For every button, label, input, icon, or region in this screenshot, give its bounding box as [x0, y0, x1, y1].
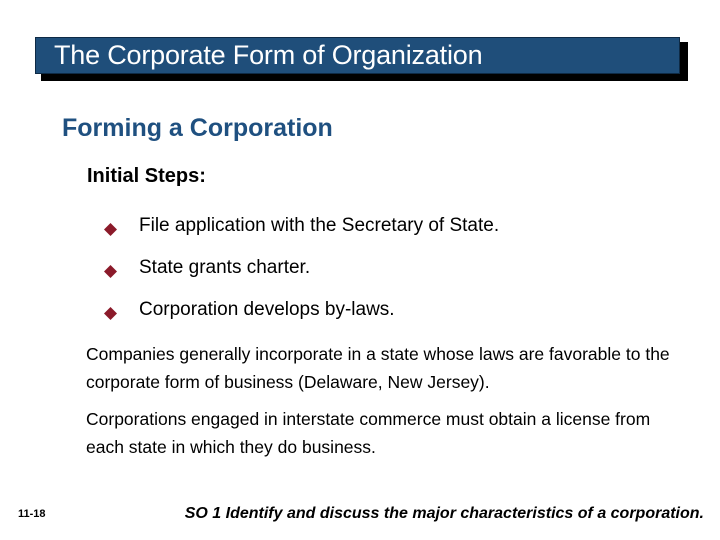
- list-item: [104, 247, 499, 289]
- paragraph-interstate-license: Corporations engaged in interstate commerce must obtain a license from each state in which they do business.: [86, 409, 651, 457]
- list-item-text: State grants charter.: [139, 257, 311, 278]
- slide-title: The Corporate Form of Organization: [54, 40, 483, 70]
- steps-heading: Initial Steps:: [87, 165, 206, 187]
- list-item-text: File application with the Secretary of State.: [139, 215, 500, 236]
- diamond-bullet-icon: [104, 304, 117, 317]
- slide-subtitle: Forming a Corporation: [62, 114, 333, 142]
- slide-number: 11-18: [18, 508, 46, 520]
- list-item: [104, 289, 499, 331]
- steps-list: [104, 205, 499, 331]
- diamond-bullet-icon: [104, 262, 117, 275]
- study-objective-footer: SO 1 Identify and discuss the major characteristics of a corporation.: [184, 505, 704, 522]
- paragraph-incorporation-states: Companies generally incorporate in a state whose laws are favorable to the corporate form of business (Delaware, New Jersey).: [86, 344, 670, 392]
- list-item: [104, 205, 499, 247]
- list-item-text: Corporation develops by-laws.: [139, 299, 395, 320]
- title-bar: [35, 37, 680, 74]
- diamond-bullet-icon: [104, 220, 117, 233]
